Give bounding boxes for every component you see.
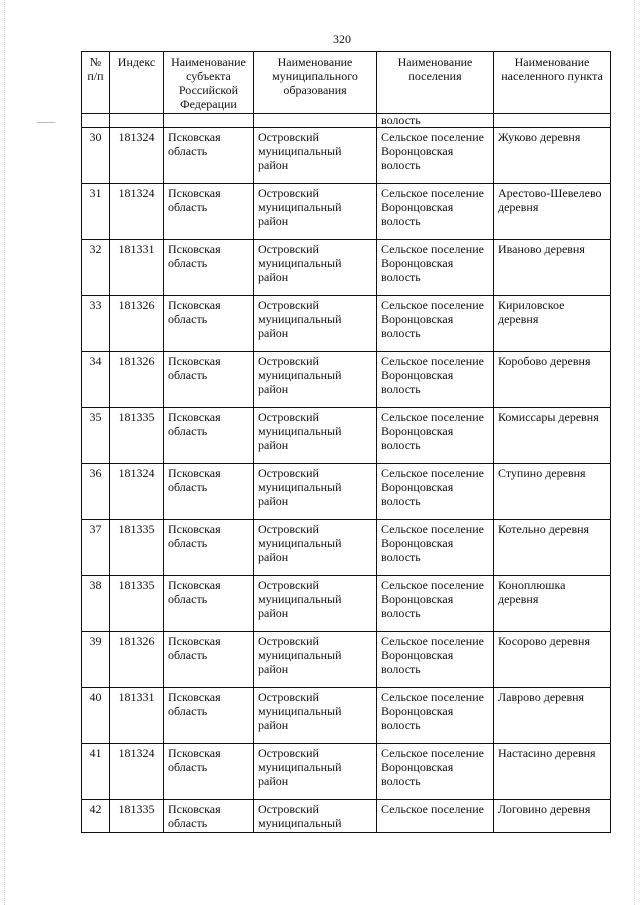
cell-num: 39 bbox=[82, 632, 110, 688]
header-index: Индекс bbox=[110, 52, 164, 114]
cell-subject: Псковская область bbox=[164, 240, 254, 296]
table-row bbox=[82, 520, 611, 576]
table-row bbox=[82, 352, 611, 408]
cell-num: 40 bbox=[82, 688, 110, 744]
cell-locality: Косорово деревня bbox=[494, 632, 611, 688]
scan-margin-left bbox=[4, 0, 6, 905]
cell-num: 36 bbox=[82, 464, 110, 520]
cell-index: 181326 bbox=[110, 632, 164, 688]
cell-subject: Псковская область bbox=[164, 296, 254, 352]
cell-municipality: Островский муниципальный район bbox=[254, 520, 377, 576]
cell-index: 181326 bbox=[110, 296, 164, 352]
header-locality: Наименование населенного пункта bbox=[494, 52, 611, 114]
header-settlement: Наименование поселения bbox=[377, 52, 494, 114]
cell-subject: Псковская область bbox=[164, 744, 254, 800]
cell-settlement: Сельское поселение Воронцовская волость bbox=[377, 296, 494, 352]
cell-index: 181324 bbox=[110, 744, 164, 800]
table-row bbox=[82, 408, 611, 464]
cell-locality: Настасино деревня bbox=[494, 744, 611, 800]
cell-index: 181335 bbox=[110, 408, 164, 464]
cell-settlement: Сельское поселение bbox=[377, 800, 494, 833]
cell-municipality bbox=[254, 114, 377, 128]
scan-margin-right bbox=[634, 0, 636, 905]
cell-locality: Иваново деревня bbox=[494, 240, 611, 296]
cell-num: 30 bbox=[82, 128, 110, 184]
header-num: № п/п bbox=[82, 52, 110, 114]
table-row-partial bbox=[82, 800, 611, 833]
cell-locality: Комиссары деревня bbox=[494, 408, 611, 464]
cell-index: 181324 bbox=[110, 464, 164, 520]
cell-municipality: Островский муниципальный район bbox=[254, 688, 377, 744]
cell-settlement: Сельское поселение Воронцовская волость bbox=[377, 352, 494, 408]
cell-municipality: Островский муниципальный район bbox=[254, 744, 377, 800]
cell-settlement: Сельское поселение Воронцовская волость bbox=[377, 744, 494, 800]
cell-num: 41 bbox=[82, 744, 110, 800]
header-subject: Наименование субъекта Российской Федерации bbox=[164, 52, 254, 114]
cell-num bbox=[82, 114, 110, 128]
table-row bbox=[82, 576, 611, 632]
cell-subject: Псковская область bbox=[164, 520, 254, 576]
cell-locality: Логовино деревня bbox=[494, 800, 611, 833]
cell-locality: Лаврово деревня bbox=[494, 688, 611, 744]
cell-locality bbox=[494, 114, 611, 128]
cell-locality: Коробово деревня bbox=[494, 352, 611, 408]
cell-municipality: Островский муниципальный район bbox=[254, 184, 377, 240]
cell-locality: Кириловское деревня bbox=[494, 296, 611, 352]
table-row bbox=[82, 632, 611, 688]
cell-municipality: Островский муниципальный район bbox=[254, 464, 377, 520]
settlements-table bbox=[81, 51, 611, 833]
cell-index: 181335 bbox=[110, 576, 164, 632]
cell-settlement: Сельское поселение Воронцовская волость bbox=[377, 632, 494, 688]
table-row bbox=[82, 240, 611, 296]
cell-settlement: Сельское поселение Воронцовская волость bbox=[377, 688, 494, 744]
cell-subject: Псковская область bbox=[164, 352, 254, 408]
cell-settlement: Сельское поселение Воронцовская волость bbox=[377, 408, 494, 464]
cell-subject bbox=[164, 114, 254, 128]
cell-settlement: Сельское поселение Воронцовская волость bbox=[377, 520, 494, 576]
cell-index bbox=[110, 114, 164, 128]
cell-num: 38 bbox=[82, 576, 110, 632]
cell-num: 31 bbox=[82, 184, 110, 240]
cell-subject: Псковская область bbox=[164, 464, 254, 520]
table-header-row bbox=[82, 52, 611, 114]
scan-mark bbox=[37, 122, 55, 123]
cell-num: 32 bbox=[82, 240, 110, 296]
cell-settlement: Сельское поселение Воронцовская волость bbox=[377, 184, 494, 240]
cell-index: 181331 bbox=[110, 688, 164, 744]
cell-settlement: Сельское поселение Воронцовская волость bbox=[377, 464, 494, 520]
table-row bbox=[82, 296, 611, 352]
page-number: 320 bbox=[333, 32, 351, 46]
cell-locality: Арестово-Шевелево деревня bbox=[494, 184, 611, 240]
table-row bbox=[82, 744, 611, 800]
table-row bbox=[82, 184, 611, 240]
table-row bbox=[82, 688, 611, 744]
cell-locality: Коноплюшка деревня bbox=[494, 576, 611, 632]
cell-subject: Псковская область bbox=[164, 408, 254, 464]
cell-municipality: Островский муниципальный район bbox=[254, 576, 377, 632]
cell-municipality: Островский муниципальный район bbox=[254, 632, 377, 688]
cell-settlement: Сельское поселение Воронцовская волость bbox=[377, 128, 494, 184]
cell-subject: Псковская область bbox=[164, 576, 254, 632]
cell-num: 34 bbox=[82, 352, 110, 408]
table-row bbox=[82, 464, 611, 520]
cell-subject: Псковская область bbox=[164, 688, 254, 744]
cell-municipality: Островский муниципальный район bbox=[254, 352, 377, 408]
cell-settlement: Сельское поселение Воронцовская волость bbox=[377, 576, 494, 632]
table-row bbox=[82, 128, 611, 184]
cell-index: 181324 bbox=[110, 128, 164, 184]
cell-subject: Псковская область bbox=[164, 184, 254, 240]
cell-settlement: Сельское поселение Воронцовская волость bbox=[377, 240, 494, 296]
cell-municipality: Островский муниципальный район bbox=[254, 128, 377, 184]
cell-locality: Жуково деревня bbox=[494, 128, 611, 184]
cell-municipality: Островский муниципальный район bbox=[254, 408, 377, 464]
cell-municipality: Островский муниципальный район bbox=[254, 240, 377, 296]
cell-subject: Псковская область bbox=[164, 632, 254, 688]
cell-subject: Псковская область bbox=[164, 128, 254, 184]
cell-num: 42 bbox=[82, 800, 110, 833]
cell-locality: Котельно деревня bbox=[494, 520, 611, 576]
cell-index: 181335 bbox=[110, 520, 164, 576]
cell-num: 35 bbox=[82, 408, 110, 464]
cell-num: 37 bbox=[82, 520, 110, 576]
table-body bbox=[82, 114, 611, 833]
cell-index: 181326 bbox=[110, 352, 164, 408]
cell-municipality: Островский муниципальный район bbox=[254, 296, 377, 352]
cell-num: 33 bbox=[82, 296, 110, 352]
header-municipality: Наименование муниципального образования bbox=[254, 52, 377, 114]
cell-settlement: волость bbox=[377, 114, 494, 128]
cell-index: 181331 bbox=[110, 240, 164, 296]
cell-index: 181335 bbox=[110, 800, 164, 833]
cell-municipality: Островский муниципальный bbox=[254, 800, 377, 833]
continuation-row bbox=[82, 114, 611, 128]
cell-subject: Псковская область bbox=[164, 800, 254, 833]
cell-locality: Ступино деревня bbox=[494, 464, 611, 520]
cell-index: 181324 bbox=[110, 184, 164, 240]
